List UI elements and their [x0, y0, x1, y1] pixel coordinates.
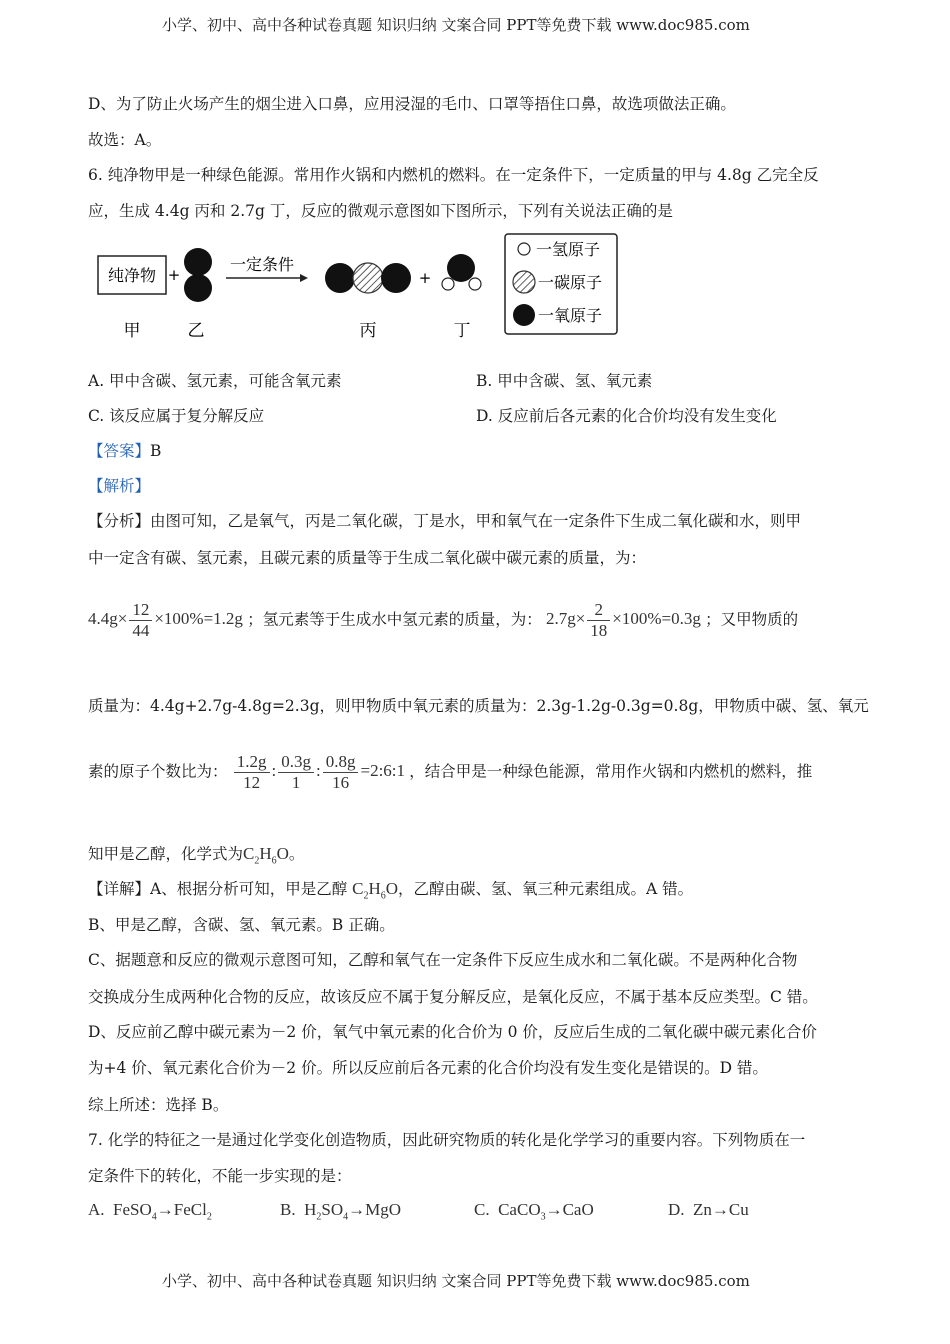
analysis-tag: 【解析】: [88, 477, 151, 495]
arrow-head-icon: [300, 274, 308, 282]
ratio-expression: $\frac{1.2g}{12}$ : $\frac{0.3g}{1}$ : $\frac{0.8g}{16}$ =2:6:1: [228, 761, 410, 780]
ratio-pre: 素的原子个数比为：: [88, 762, 228, 781]
q7-stem-line2: 定条件下的转化，不能一步实现的是：: [88, 1167, 352, 1185]
fraction: $\frac{2}{18}$: [587, 600, 610, 641]
detail-c-line1: C、据题意和反应的微观示意图可知，乙醇和氧气在一定条件下反应生成水和二氧化碳。不是两种化合物: [88, 951, 798, 969]
label-ding: 丁: [453, 321, 471, 341]
calc-tail-text: ；又甲物质的: [705, 610, 799, 629]
oxygen-atom: [381, 263, 411, 293]
q6-option-c: C. 该反应属于复分解反应: [88, 407, 265, 425]
prev-answer: 故选：A。: [88, 131, 162, 149]
carbon-atom: [353, 263, 383, 293]
page-header: 小学、初中、高中各种试卷真题 知识归纳 文案合同 PPT等免费下载 www.doc985.com: [162, 16, 750, 34]
ethanol-formula: $C_2H_6O$: [352, 879, 399, 902]
plus-sign-1: +: [167, 266, 181, 284]
oxygen-atom: [184, 248, 212, 276]
q6-stem-line2: 应，生成 4.4g 丙和 2.7g 丁，反应的微观示意图如下图所示，下列有关说法正确的是: [88, 202, 673, 220]
q6-option-a: A. 甲中含碳、氢元素，可能含氧元素: [88, 372, 342, 390]
legend-oxygen-icon: [513, 304, 535, 326]
answer-tag: 【答案】: [88, 442, 151, 460]
box-label: 纯净物: [107, 266, 157, 285]
q7-option-d: D. Zn→Cu: [668, 1200, 749, 1219]
plus-sign-2: +: [418, 269, 432, 287]
fraction: $\frac{0.3g}{1}$: [278, 752, 314, 793]
fraction: $\frac{12}{44}$: [129, 600, 152, 641]
q6-option-d: D. 反应前后各元素的化合价均没有发生变化: [476, 407, 777, 425]
legend-oxygen-label: 一氧原子: [538, 306, 603, 325]
calc-mid-text: ；氢元素等于生成水中氢元素的质量，为：: [247, 610, 542, 629]
detail-d-line2: 为+4 价、氧元素化合价为－2 价。所以反应前后各元素的化合价均没有发生变化是错误的。D 错。: [88, 1059, 768, 1077]
detail-a: 【详解】A、根据分析可知，甲是乙醇 $C_2H_6O$，乙醇由碳、氢、氧三种元素组成。A 错。: [88, 879, 694, 902]
mass-line: 质量为：4.4g+2.7g-4.8g=2.3g，则甲物质中氧元素的质量为：2.3g-1.2g-0.3g=0.8g，甲物质中碳、氢、氧元: [88, 697, 869, 715]
q7-option-c: C. CaCO$_3$→CaO: [474, 1200, 594, 1223]
fraction: $\frac{1.2g}{12}$: [234, 752, 270, 793]
ratio-row: [88, 752, 812, 793]
detail-b: B、甲是乙醇，含碳、氢、氧元素。B 正确。: [88, 916, 395, 934]
legend-hydrogen-icon: [518, 243, 530, 255]
label-bing: 丙: [359, 321, 377, 341]
q7-stem-line1: 7. 化学的特征之一是通过化学变化创造物质，因此研究物质的转化是化学学习的重要内容。下列物质在一: [88, 1131, 806, 1149]
answer-value: B: [150, 442, 162, 460]
answer-line: [88, 439, 161, 461]
label-jia: 甲: [123, 321, 141, 341]
hydrogen-atom: [469, 278, 481, 290]
oxygen-atom: [184, 274, 212, 302]
legend-hydrogen-label: 一氢原子: [536, 240, 601, 259]
label-yi: 乙: [187, 321, 205, 341]
analysis-line2: 中一定含有碳、氢元素，且碳元素的质量等于生成二氧化碳中碳元素的质量，为：: [88, 549, 647, 567]
ratio-post: ，结合甲是一种绿色能源，常用作火锅和内燃机的燃料，推: [409, 762, 813, 781]
q6-stem-line1: 6. 纯净物甲是一种绿色能源。常用作火锅和内燃机的燃料。在一定条件下，一定质量的甲与 4.8g 乙完全反: [88, 166, 819, 184]
legend-carbon-label: 一碳原子: [538, 273, 603, 292]
detail-d-line1: D、反应前乙醇中碳元素为－2 价，氧气中氧元素的化合价为 0 价，反应后生成的二氧化碳中碳元素化合价: [88, 1023, 817, 1041]
summary: 综上所述：选择 B。: [88, 1096, 229, 1114]
arrow-label: 一定条件: [229, 255, 295, 274]
calc-hydrogen: 2.7g× $\frac{2}{18}$ ×100%=0.3g: [545, 600, 701, 640]
q6-option-b: B. 甲中含碳、氢、氧元素: [476, 372, 653, 390]
conclusion-line: 知甲是乙醇，化学式为$C_2H_6O$。: [88, 844, 305, 867]
page-footer: 小学、初中、高中各种试卷真题 知识归纳 文案合同 PPT等免费下载 www.doc985.com: [162, 1272, 750, 1290]
reaction-diagram: [92, 232, 632, 352]
hydrogen-atom: [442, 278, 454, 290]
fraction: $\frac{0.8g}{16}$: [323, 752, 359, 793]
detail-c-line2: 交换成分生成两种化合物的反应，故该反应不属于复分解反应，是氧化反应，不属于基本反应类型。C 错。: [88, 988, 818, 1006]
q7-option-b: B. $H_2SO_4\to MgO$: [280, 1200, 402, 1223]
analysis-line1: 【分析】由图可知，乙是氧气，丙是二氧化碳，丁是水，甲和氧气在一定条件下生成二氧化碳和水，则甲: [88, 512, 802, 530]
oxygen-atom: [325, 263, 355, 293]
ethanol-formula: $C_2H_6O$: [243, 844, 289, 867]
prev-option-d-explanation: D、为了防止火场产生的烟尘进入口鼻，应用浸湿的毛巾、口罩等捂住口鼻，故选项做法正确。: [88, 95, 736, 113]
q7-option-a: A. FeSO$_4$→FeCl$_2$: [88, 1200, 212, 1223]
legend-carbon-icon: [513, 271, 535, 293]
calc-carbon: 4.4g× $\frac{12}{44}$ ×100%=1.2g: [88, 600, 243, 640]
calc-row: [88, 600, 798, 641]
oxygen-atom: [447, 254, 475, 282]
